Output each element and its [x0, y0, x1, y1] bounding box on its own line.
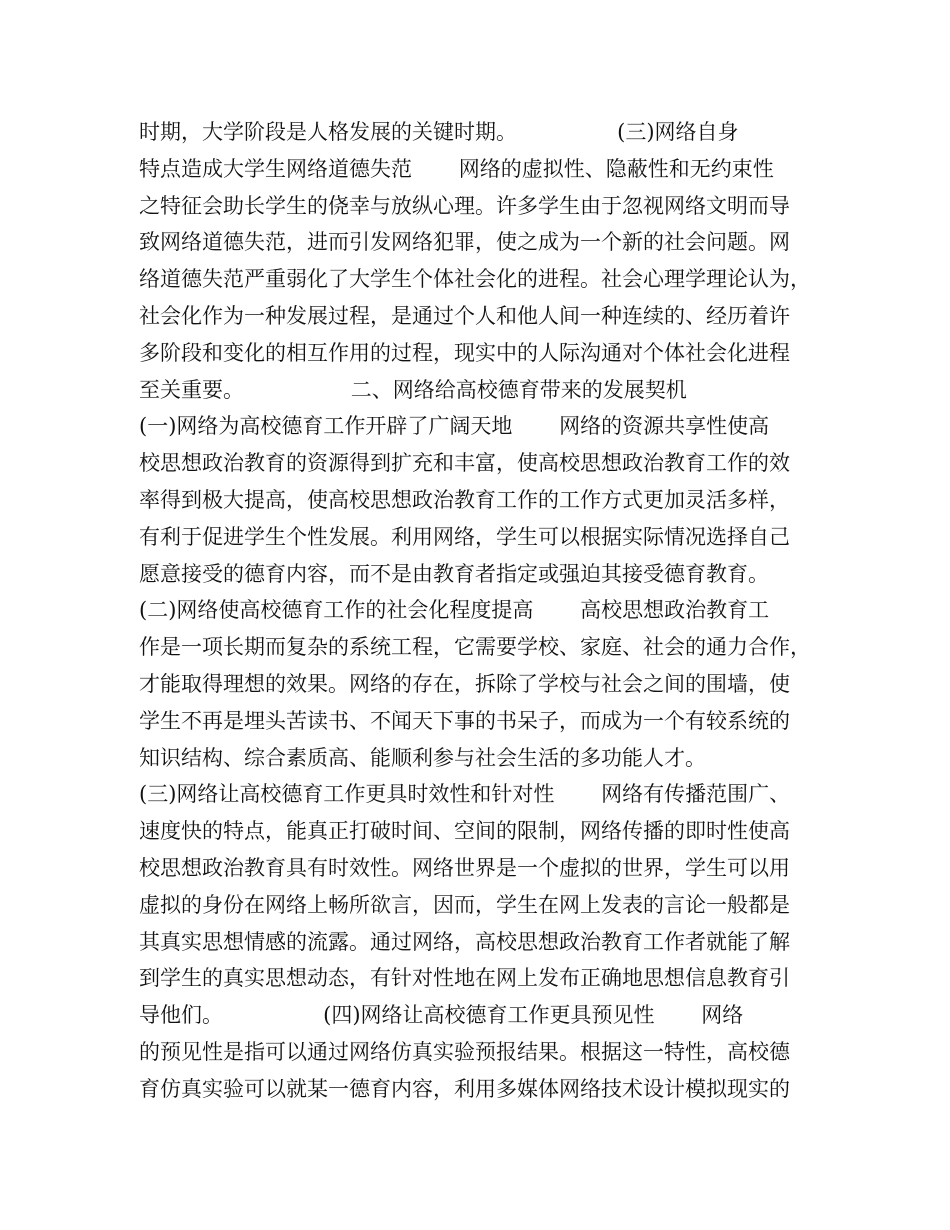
- text-line: 育仿真实验可以就某一德育内容，利用多媒体网络技术设计模拟现实的: [139, 1076, 790, 1101]
- body-text: [139, 114, 819, 1108]
- text-line: 速度快的特点，能真正打破时间、空间的限制，网络传播的即时性使高: [139, 819, 790, 844]
- text-line: 学生不再是埋头苦读书、不闻天下事的书呆子，而成为一个有较系统的: [139, 708, 790, 733]
- text-line: 时期，大学阶段是人格发展的关键时期。 (三)网络自身: [139, 120, 739, 144]
- text-line: 愿意接受的德育内容，而不是由教育者指定或强迫其接受德育教育。: [139, 561, 769, 586]
- text-line: 校思想政治教育具有时效性。网络世界是一个虚拟的世界，学生可以用: [139, 855, 790, 880]
- text-line: 有利于促进学生个性发展。利用网络，学生可以根据实际情况选择自己: [139, 524, 790, 549]
- text-line: 特点造成大学生网络道德失范 网络的虚拟性、隐蔽性和无约束性: [139, 156, 774, 181]
- text-line: 多阶段和变化的相互作用的过程，现实中的人际沟通对个体社会化进程: [139, 340, 790, 365]
- text-line: 社会化作为一种发展过程，是通过个人和他人间一种连续的、经历着许: [139, 303, 790, 328]
- text-line: 虚拟的身份在网络上畅所欲言，因而，学生在网上发表的言论一般都是: [139, 892, 790, 917]
- text-line: 到学生的真实思想动态，有针对性地在网上发布正确地思想信息教育引: [139, 966, 790, 991]
- text-line: 致网络道德失范，进而引发网络犯罪，使之成为一个新的社会问题。网: [139, 230, 790, 255]
- text-line: (一)网络为高校德育工作开辟了广阔天地 网络的资源共享性使高: [139, 414, 770, 439]
- text-line: 才能取得理想的效果。网络的存在，拆除了学校与社会之间的围墙，使: [139, 671, 790, 696]
- text-line: 率得到极大提高，使高校思想政治教育工作的工作方式更加灵活多样，: [139, 487, 790, 512]
- text-line: 的预见性是指可以通过网络仿真实验预报结果。根据这一特性，高校德: [139, 1039, 790, 1064]
- text-line: 作是一项长期而复杂的系统工程，它需要学校、家庭、社会的通力合作，: [139, 635, 811, 660]
- text-line: 络道德失范严重弱化了大学生个体社会化的进程。社会心理学理论认为，: [139, 267, 811, 292]
- text-line: 校思想政治教育的资源得到扩充和丰富，使高校思想政治教育工作的效: [139, 451, 790, 476]
- text-line: (二)网络使高校德育工作的社会化程度提高 高校思想政治教育工: [139, 598, 770, 623]
- text-line: 之特征会助长学生的侥幸与放纵心理。许多学生由于忽视网络文明而导: [139, 193, 790, 218]
- text-line: 其真实思想情感的流露。通过网络，高校思想政治教育工作者就能了解: [139, 929, 790, 954]
- text-line: (三)网络让高校德育工作更具时效性和针对性 网络有传播范围广、: [139, 782, 791, 807]
- text-line: 知识结构、综合素质高、能顺利参与社会生活的多功能人才。: [139, 745, 706, 770]
- text-line: 至关重要。 二、网络给高校德育带来的发展契机: [139, 377, 687, 402]
- text-line: 导他们。 (四)网络让高校德育工作更具预见性 网络: [139, 1003, 744, 1028]
